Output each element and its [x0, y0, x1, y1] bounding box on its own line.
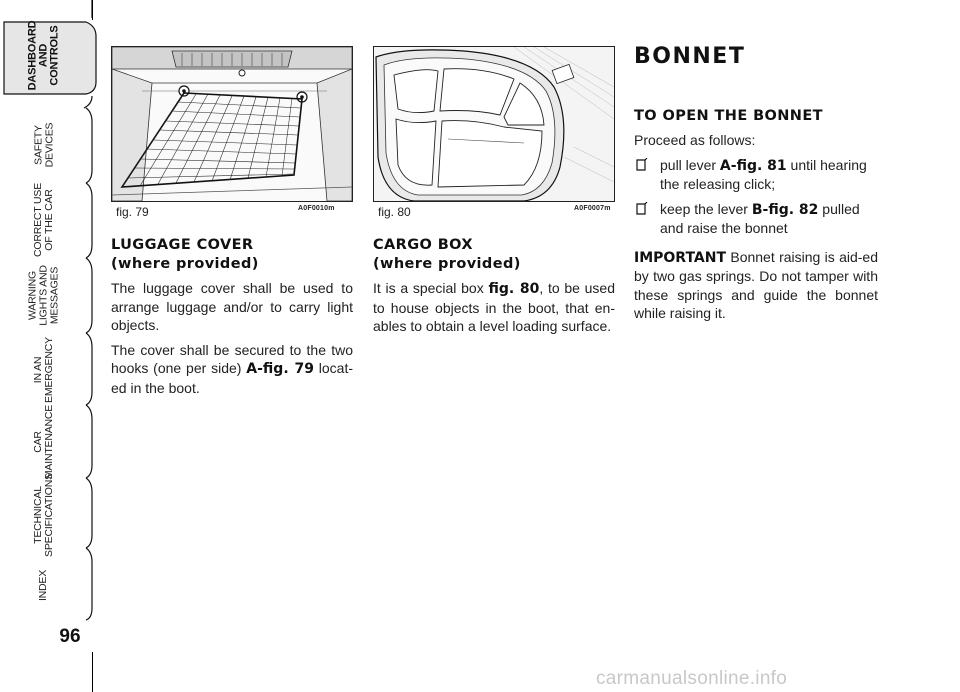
- tab-label: IN AN EMERGENCY: [31, 337, 55, 403]
- luggage-paragraph-2: [111, 341, 353, 398]
- cargo-box-section: [373, 236, 615, 342]
- bonnet-step-1: [634, 156, 878, 194]
- luggage-net-illustration: [112, 47, 352, 201]
- step1-tail: until hearing the releasing click;: [660, 156, 867, 192]
- step1-text: pull lever: [660, 156, 720, 173]
- luggage-heading-line1: LUGGAGE COVER: [111, 237, 254, 253]
- luggage-para2-tail: locat-ed in the boot.: [111, 360, 353, 396]
- sidebar-rule-top: [92, 0, 93, 20]
- chapter-sidebar: [0, 0, 100, 692]
- luggage-cover-heading: [111, 236, 353, 274]
- luggage-cover-section: [111, 236, 353, 403]
- bonnet-step-2: [634, 200, 878, 238]
- cargo-heading-line2: (where provided): [373, 256, 521, 272]
- tab-label: TECHNICAL SPECIFICATIONS: [32, 473, 55, 557]
- cargo-box-illustration: [374, 47, 614, 201]
- step2-text: keep the lever: [660, 200, 752, 217]
- checkbox-bullet-icon: [636, 202, 648, 215]
- tab-label: DASHBOARD AND CONTROLS: [26, 20, 61, 90]
- page-number: 96: [59, 626, 81, 647]
- sidebar-rule-bottom: [92, 652, 93, 692]
- tab-label: CORRECT USE OF THE CAR: [31, 182, 55, 258]
- tab-label: WARNING LIGHTS AND MESSAGES: [26, 264, 61, 326]
- checkbox-bullet-icon: [636, 158, 648, 171]
- bonnet-important-note: [634, 248, 878, 323]
- cargo-paragraph: [373, 279, 615, 336]
- tab-label: INDEX: [37, 569, 50, 601]
- luggage-heading-line2: (where provided): [111, 256, 259, 272]
- bonnet-section: [634, 107, 878, 329]
- cargo-para-tail: , to be used to house objects in the boot, that en-ables to obtain a level loading surface.: [373, 280, 615, 334]
- figure-80-caption: fig. 80: [378, 205, 411, 219]
- luggage-fig-ref: A-fig. 79: [246, 361, 314, 377]
- step1-fig-ref: A-fig. 81: [719, 157, 787, 174]
- figure-80-cargo-box: [373, 46, 615, 202]
- cargo-box-heading: [373, 236, 615, 274]
- cargo-para-text: It is a special box: [373, 280, 489, 296]
- tab-label: CAR MAINTENANCE: [31, 404, 55, 480]
- tab-label: SAFETY DEVICES: [31, 122, 55, 168]
- figure-79-caption: fig. 79: [116, 205, 149, 219]
- figure-80-code: A0F0007m: [574, 205, 611, 212]
- luggage-paragraph-1: The luggage cover shall be used to arrange luggage and/or to carry light objects.: [111, 280, 353, 333]
- step2-tail: pulled and raise the bonnet: [660, 200, 860, 236]
- figure-79-luggage-net: [111, 46, 353, 202]
- figure-79-code: A0F0010m: [298, 205, 335, 212]
- site-watermark[interactable]: carmanualsonline.info: [596, 668, 788, 689]
- tab-separators: [0, 0, 100, 692]
- luggage-para2-text: The cover shall be secured to the two hooks (one per side): [111, 341, 353, 376]
- open-bonnet-heading: TO OPEN THE BONNET: [634, 108, 823, 124]
- important-label: IMPORTANT: [634, 249, 727, 266]
- important-text: Bonnet raising is aid-ed by two gas springs. Do not tamper with these springs and guide the bonnet while raising it.: [634, 248, 878, 321]
- step2-fig-ref: B-fig. 82: [751, 201, 819, 218]
- bonnet-intro: Proceed as follows:: [634, 132, 756, 148]
- cargo-fig-ref: fig. 80: [488, 281, 540, 297]
- bonnet-title: BONNET: [634, 44, 746, 69]
- cargo-heading-line1: CARGO BOX: [373, 237, 473, 253]
